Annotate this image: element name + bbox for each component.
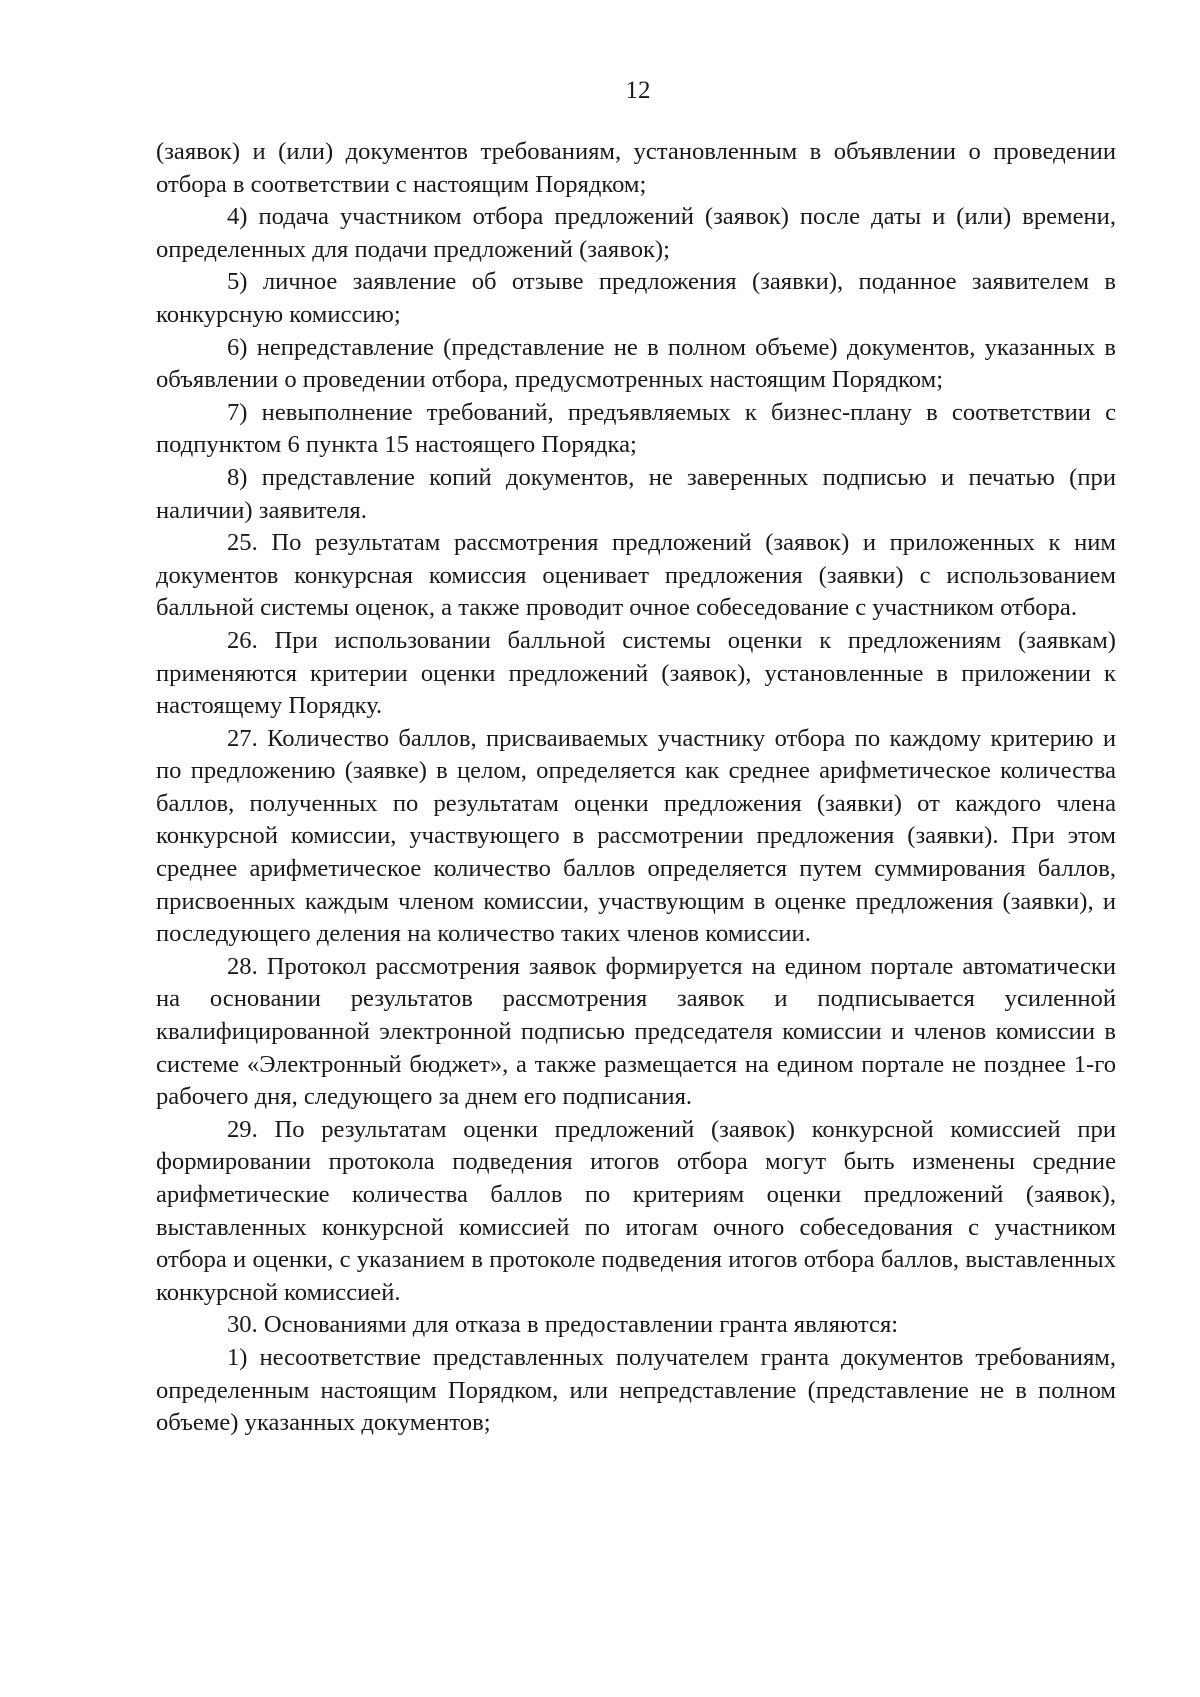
paragraph: 26. При использовании балльной системы оценки к предложениям (заявкам) применяются критерии оценки предложений (заявок), установленные в приложении к настоящему Порядку. xyxy=(156,626,1116,720)
paragraph: 1) несоответствие представленных получателем гранта документов требованиям, определенным настоящим Порядком, или непредставление (представление не в полном объеме) указанных документов; xyxy=(156,1343,1116,1437)
paragraph: 25. По результатам рассмотрения предложений (заявок) и приложенных к ним документов конкурсная комиссия оценивает предложения (заявки) с использованием балльной системы оценок, а также проводит очное собеседование с участником отбора. xyxy=(156,529,1116,622)
paragraph: 30. Основаниями для отказа в предоставлении гранта являются: xyxy=(227,1311,899,1339)
paragraph: 29. По результатам оценки предложений (заявок) конкурсной комиссией при формировании протокола подведения итогов отбора могут быть изменены средние арифметические количества баллов по критериям оценки предложений (заявок), выставленных конкурсной комиссией по итогам очного собеседования с участником отбора и оценки, с указанием в протоколе подведения итогов отбора баллов, выставленных конкурсной комиссией. xyxy=(156,1115,1116,1306)
paragraph: 6) непредставление (представление не в полном объеме) документов, указанных в объявлении о проведении отбора, предусмотренных настоящим Порядком; xyxy=(156,333,1116,394)
document-body xyxy=(156,136,1116,1440)
paragraph: 28. Протокол рассмотрения заявок формируется на едином портале автоматически на основании результатов рассмотрения заявок и подписывается усиленной квалифицированной электронной подписью председателя комиссии и членов комиссии в системе «Электронный бюджет», а также размещается на едином портале не позднее 1-го рабочего дня, следующего за днем его подписания. xyxy=(156,952,1116,1111)
paragraph: 8) представление копий документов, не заверенных подписью и печатью (при наличии) заявителя. xyxy=(156,463,1116,524)
paragraph: 5) личное заявление об отзыве предложения (заявки), поданное заявителем в конкурсную комиссию; xyxy=(156,268,1116,328)
paragraph: 4) подача участником отбора предложений (заявок) после даты и (или) времени, определенных для подачи предложений (заявок); xyxy=(156,203,1116,263)
paragraph: (заявок) и (или) документов требованиям, установленным в объявлении о проведении отбора в соответствии с настоящим Порядком; xyxy=(156,138,1116,198)
paragraph: 7) невыполнение требований, предъявляемых к бизнес-плану в соответствии с подпунктом 6 пункта 15 настоящего Порядка; xyxy=(156,398,1116,459)
paragraph: 27. Количество баллов, присваиваемых участнику отбора по каждому критерию и по предложению (заявке) в целом, определяется как среднее арифметическое количества баллов, полученных по результатам оценки предложения (заявки) от каждого члена конкурсной комиссии, участвующего в рассмотрении предложения (заявки). При этом среднее арифметическое количество баллов определяется путем суммирования баллов, присвоенных каждым членом комиссии, участвующим в оценке предложения (заявки), и последующего деления на количество таких членов комиссии. xyxy=(156,724,1116,948)
page-number: 12 xyxy=(625,77,651,104)
